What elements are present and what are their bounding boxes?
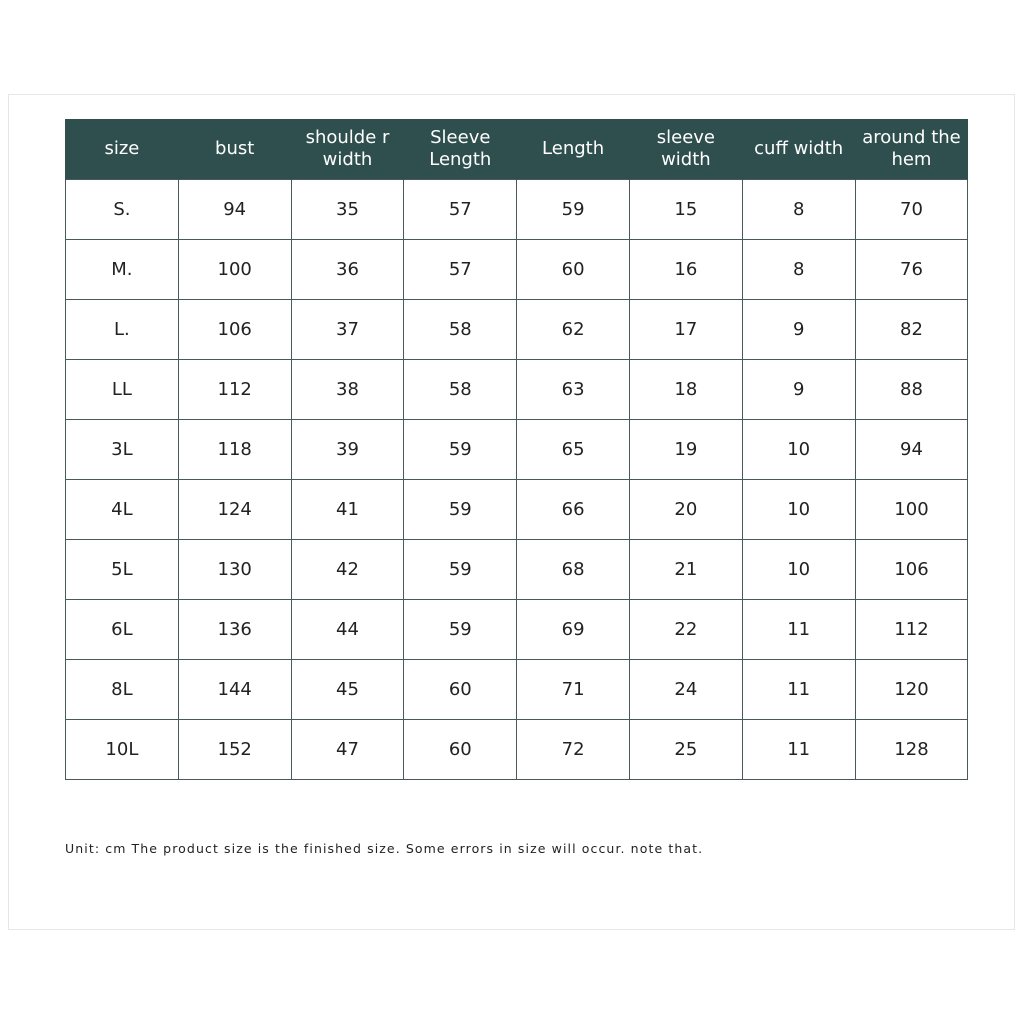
table-cell: 8 — [742, 180, 855, 240]
table-cell: 94 — [855, 420, 968, 480]
table-cell: 124 — [178, 480, 291, 540]
table-cell: L. — [66, 300, 179, 360]
table-cell: 68 — [517, 540, 630, 600]
table-cell: 47 — [291, 720, 404, 780]
table-cell: 4L — [66, 480, 179, 540]
table-cell: 24 — [629, 660, 742, 720]
table-cell: 10 — [742, 540, 855, 600]
header-row — [66, 119, 968, 180]
table-row — [66, 240, 968, 300]
column-header: cuff width — [742, 119, 855, 180]
table-cell: 11 — [742, 600, 855, 660]
table-cell: 9 — [742, 360, 855, 420]
table-cell: 106 — [855, 540, 968, 600]
table-cell: 70 — [855, 180, 968, 240]
table-cell: 59 — [404, 540, 517, 600]
table-cell: 21 — [629, 540, 742, 600]
table-cell: 10 — [742, 480, 855, 540]
table-cell: 3L — [66, 420, 179, 480]
table-cell: 128 — [855, 720, 968, 780]
table-cell: 69 — [517, 600, 630, 660]
table-cell: 71 — [517, 660, 630, 720]
table-row — [66, 660, 968, 720]
table-row — [66, 300, 968, 360]
table-cell: 94 — [178, 180, 291, 240]
table-row — [66, 420, 968, 480]
table-cell: 37 — [291, 300, 404, 360]
table-cell: 72 — [517, 720, 630, 780]
table-row — [66, 540, 968, 600]
table-cell: 36 — [291, 240, 404, 300]
table-cell: 57 — [404, 180, 517, 240]
table-cell: 144 — [178, 660, 291, 720]
table-cell: 88 — [855, 360, 968, 420]
table-cell: 22 — [629, 600, 742, 660]
column-header: shoulde r width — [291, 119, 404, 180]
table-cell: 11 — [742, 720, 855, 780]
table-cell: M. — [66, 240, 179, 300]
table-cell: 17 — [629, 300, 742, 360]
table-cell: 60 — [404, 660, 517, 720]
table-cell: 62 — [517, 300, 630, 360]
size-chart-table — [65, 119, 968, 780]
table-cell: 39 — [291, 420, 404, 480]
column-header: around the hem — [855, 119, 968, 180]
table-cell: 20 — [629, 480, 742, 540]
table-cell: 9 — [742, 300, 855, 360]
table-cell: LL — [66, 360, 179, 420]
table-cell: 106 — [178, 300, 291, 360]
table-cell: 136 — [178, 600, 291, 660]
table-cell: 112 — [855, 600, 968, 660]
table-cell: 59 — [404, 420, 517, 480]
table-cell: 60 — [404, 720, 517, 780]
table-row — [66, 180, 968, 240]
table-row — [66, 600, 968, 660]
table-cell: 8 — [742, 240, 855, 300]
table-cell: 16 — [629, 240, 742, 300]
table-cell: 6L — [66, 600, 179, 660]
table-cell: 59 — [404, 480, 517, 540]
table-cell: 76 — [855, 240, 968, 300]
column-header: sleeve width — [629, 119, 742, 180]
table-cell: 120 — [855, 660, 968, 720]
table-cell: 42 — [291, 540, 404, 600]
table-cell: 38 — [291, 360, 404, 420]
table-cell: 59 — [404, 600, 517, 660]
table-cell: 60 — [517, 240, 630, 300]
column-header: Sleeve Length — [404, 119, 517, 180]
table-row — [66, 360, 968, 420]
table-cell: 15 — [629, 180, 742, 240]
table-cell: 5L — [66, 540, 179, 600]
table-row — [66, 720, 968, 780]
table-cell: 100 — [178, 240, 291, 300]
table-cell: 45 — [291, 660, 404, 720]
table-cell: 8L — [66, 660, 179, 720]
column-header: Length — [517, 119, 630, 180]
table-cell: 10 — [742, 420, 855, 480]
table-cell: 118 — [178, 420, 291, 480]
table-cell: 25 — [629, 720, 742, 780]
table-cell: 57 — [404, 240, 517, 300]
table-cell: 58 — [404, 300, 517, 360]
table-cell: 35 — [291, 180, 404, 240]
table-cell: 112 — [178, 360, 291, 420]
table-cell: 100 — [855, 480, 968, 540]
table-cell: 10L — [66, 720, 179, 780]
table-cell: 65 — [517, 420, 630, 480]
table-row — [66, 480, 968, 540]
column-header: size — [66, 119, 179, 180]
column-header: bust — [178, 119, 291, 180]
table-cell: 59 — [517, 180, 630, 240]
table-cell: 152 — [178, 720, 291, 780]
table-cell: 63 — [517, 360, 630, 420]
table-cell: S. — [66, 180, 179, 240]
table-cell: 44 — [291, 600, 404, 660]
table-cell: 82 — [855, 300, 968, 360]
table-cell: 130 — [178, 540, 291, 600]
table-cell: 11 — [742, 660, 855, 720]
table-cell: 58 — [404, 360, 517, 420]
table-cell: 41 — [291, 480, 404, 540]
table-cell: 18 — [629, 360, 742, 420]
table-cell: 19 — [629, 420, 742, 480]
size-note: Unit: cm The product size is the finished size. Some errors in size will occur. note that. — [65, 841, 704, 856]
table-cell: 66 — [517, 480, 630, 540]
